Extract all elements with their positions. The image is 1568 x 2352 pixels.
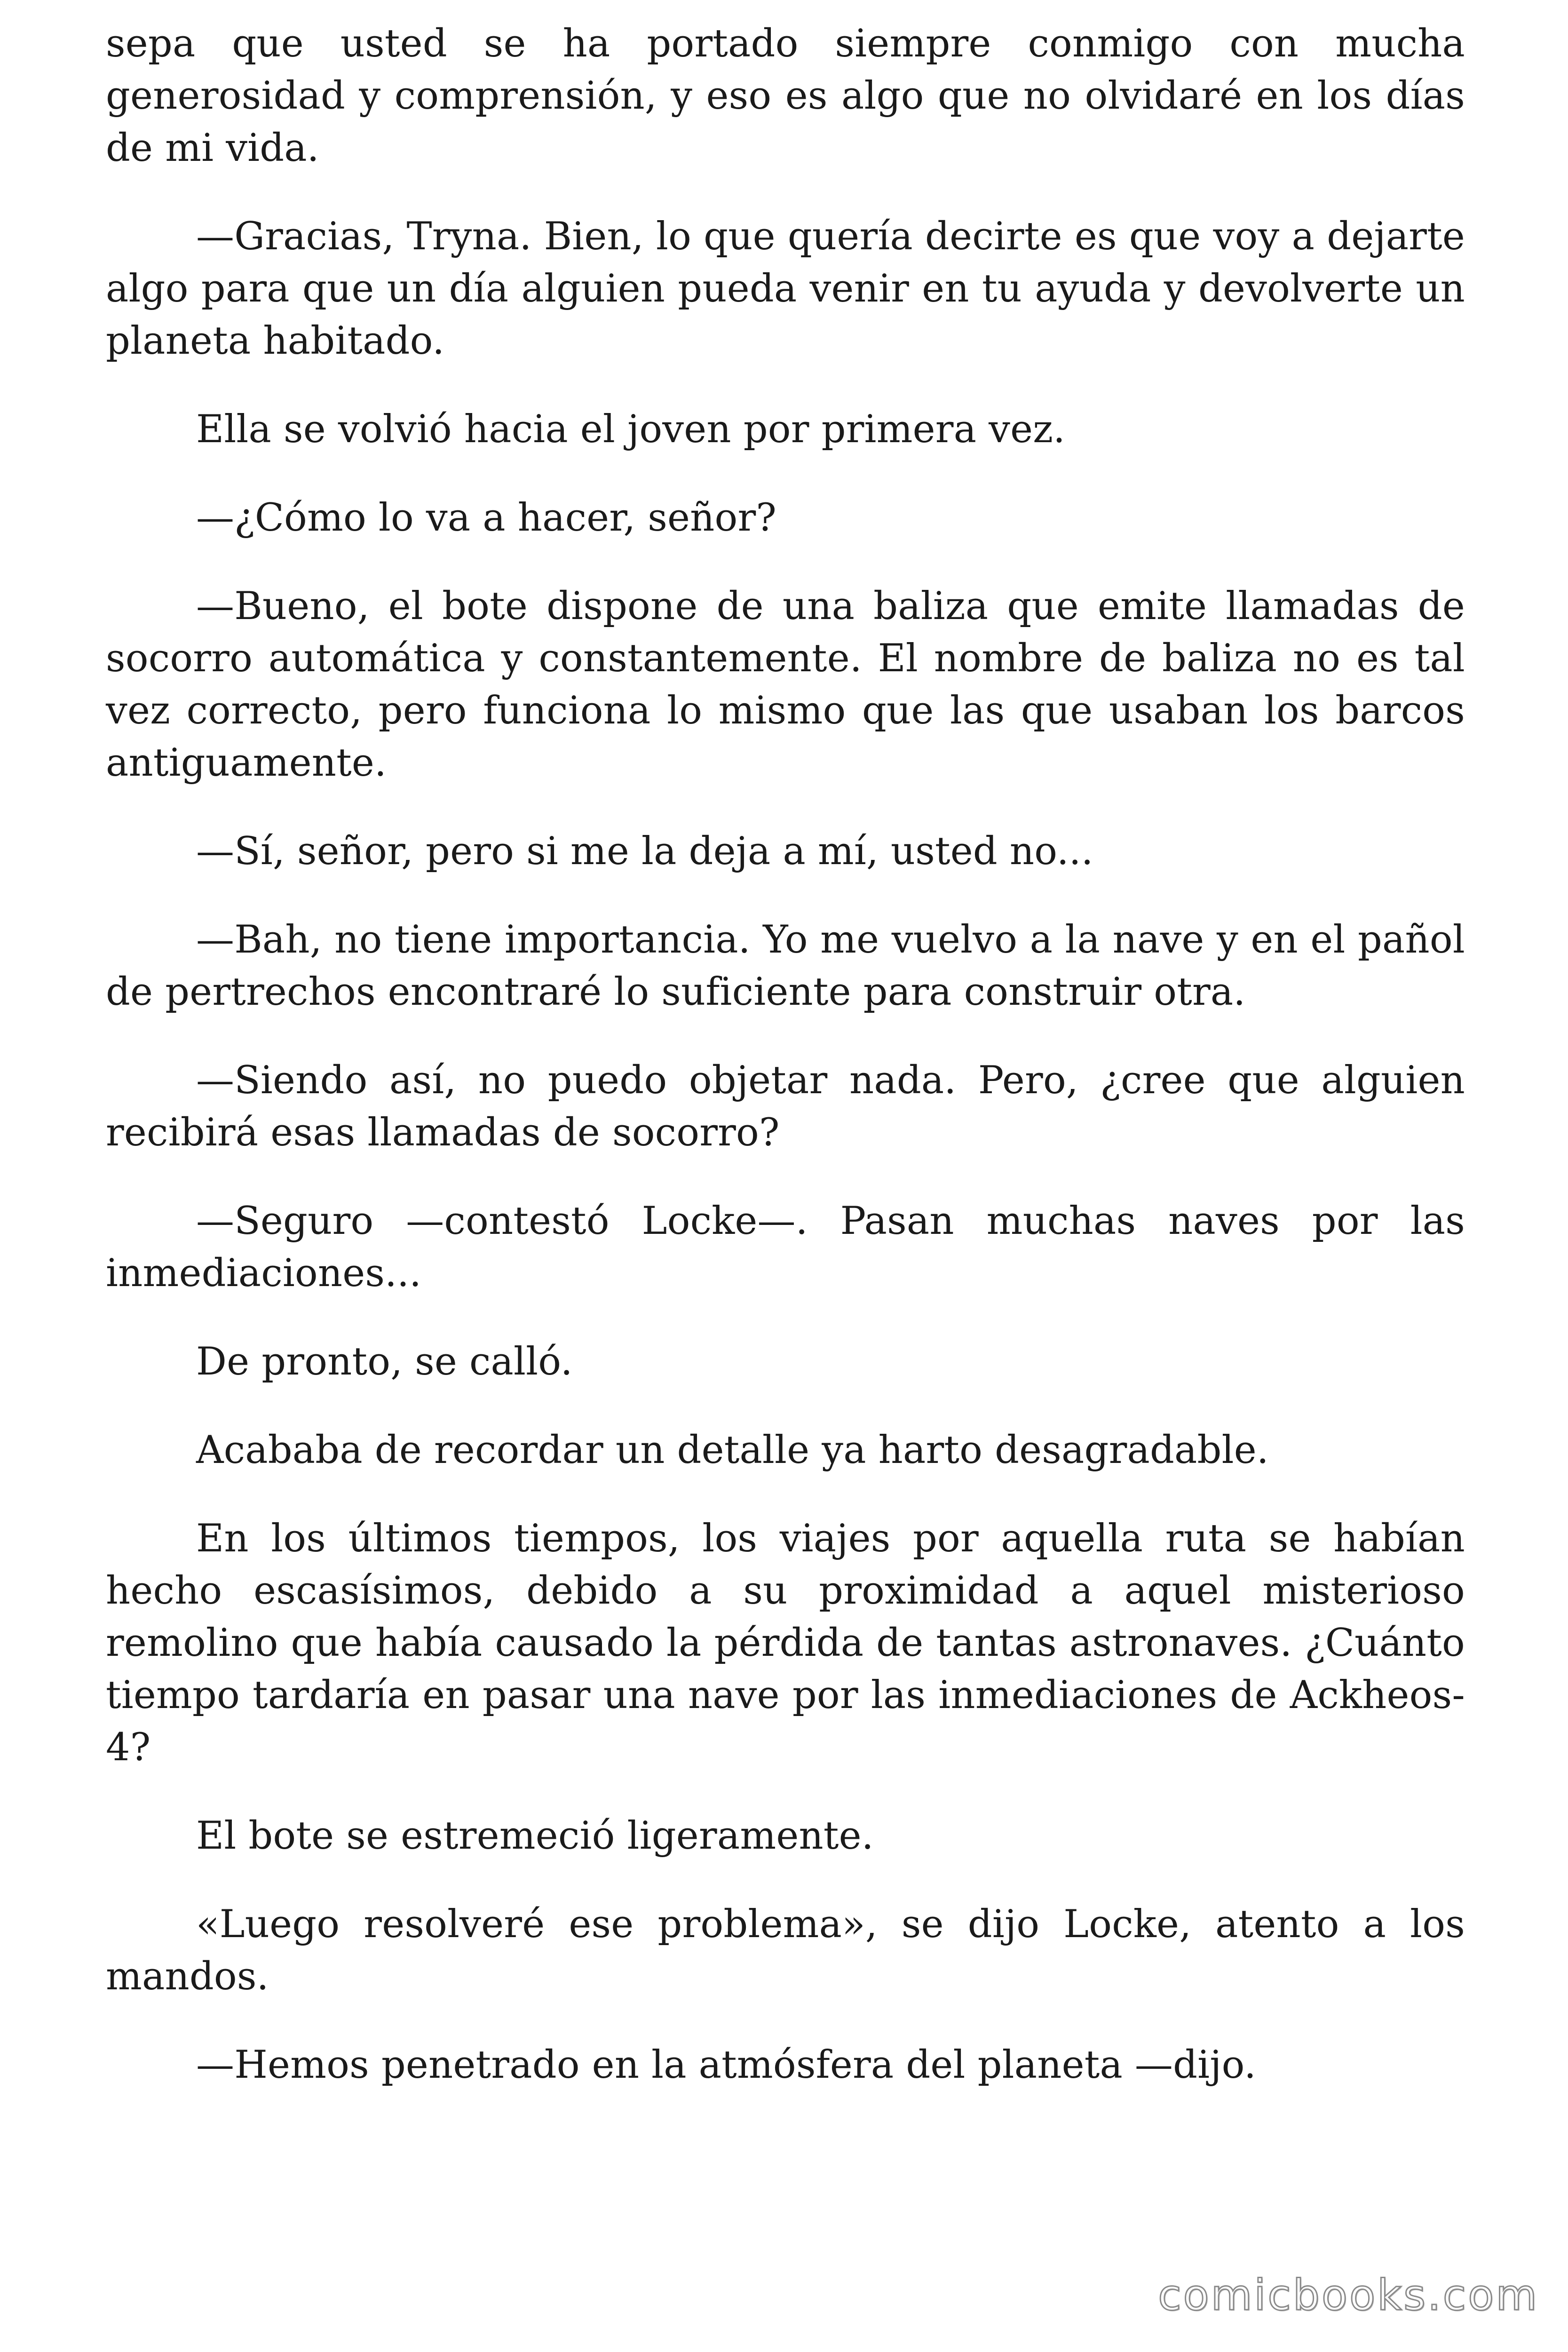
paragraph: —Bueno, el bote dispone de una baliza que emite llamadas de socorro automática y constantemente. El nombre de baliza no es tal vez correcto, pero funciona lo mismo que las que usaban los barcos antiguamente. [106, 584, 1465, 785]
body-text [106, 0, 1465, 2091]
paragraph: «Luego resolveré ese problema», se dijo Locke, atento a los mandos. [106, 1902, 1465, 1999]
paragraph: Ella se volvió hacia el joven por primera vez. [196, 407, 1066, 452]
watermark-logo: comicbooks.com [1158, 2271, 1539, 2320]
paragraph: De pronto, se calló. [196, 1340, 573, 1384]
paragraph: —Siendo así, no puedo objetar nada. Pero, ¿cree que alguien recibirá esas llamadas de socorro? [106, 1058, 1465, 1155]
paragraph: —Seguro —contestó Locke—. Pasan muchas naves por las inmediaciones... [106, 1199, 1465, 1295]
paragraph: El bote se estremeció ligeramente. [196, 1814, 874, 1858]
paragraph: —¿Cómo lo va a hacer, señor? [196, 496, 777, 540]
paragraph: —Hemos penetrado en la atmósfera del planeta —dijo. [196, 2043, 1257, 2087]
paragraph-continuation: sepa que usted se ha portado siempre conmigo con mucha generosidad y comprensión, y eso es algo que no olvidaré en los días de mi vida. [106, 22, 1465, 170]
paragraph: —Gracias, Tryna. Bien, lo que quería decirte es que voy a dejarte algo para que un día alguien pueda venir en tu ayuda y devolverte un planeta habitado. [106, 215, 1465, 363]
paragraph: —Sí, señor, pero si me la deja a mí, usted no... [196, 829, 1093, 874]
paragraph: Acababa de recordar un detalle ya harto desagradable. [196, 1428, 1269, 1472]
paragraph: En los últimos tiempos, los viajes por aquella ruta se habían hecho escasísimos, debido a su proximidad a aquel misterioso remolino que había causado la pérdida de tantas astronaves. ¿Cuánto tiempo tardaría en pasar una nave por las inmediaciones de Ackheos-4? [106, 1517, 1465, 1770]
paragraph: —Bah, no tiene importancia. Yo me vuelvo a la nave y en el pañol de pertrechos encontraré lo suficiente para construir otra. [106, 918, 1465, 1014]
